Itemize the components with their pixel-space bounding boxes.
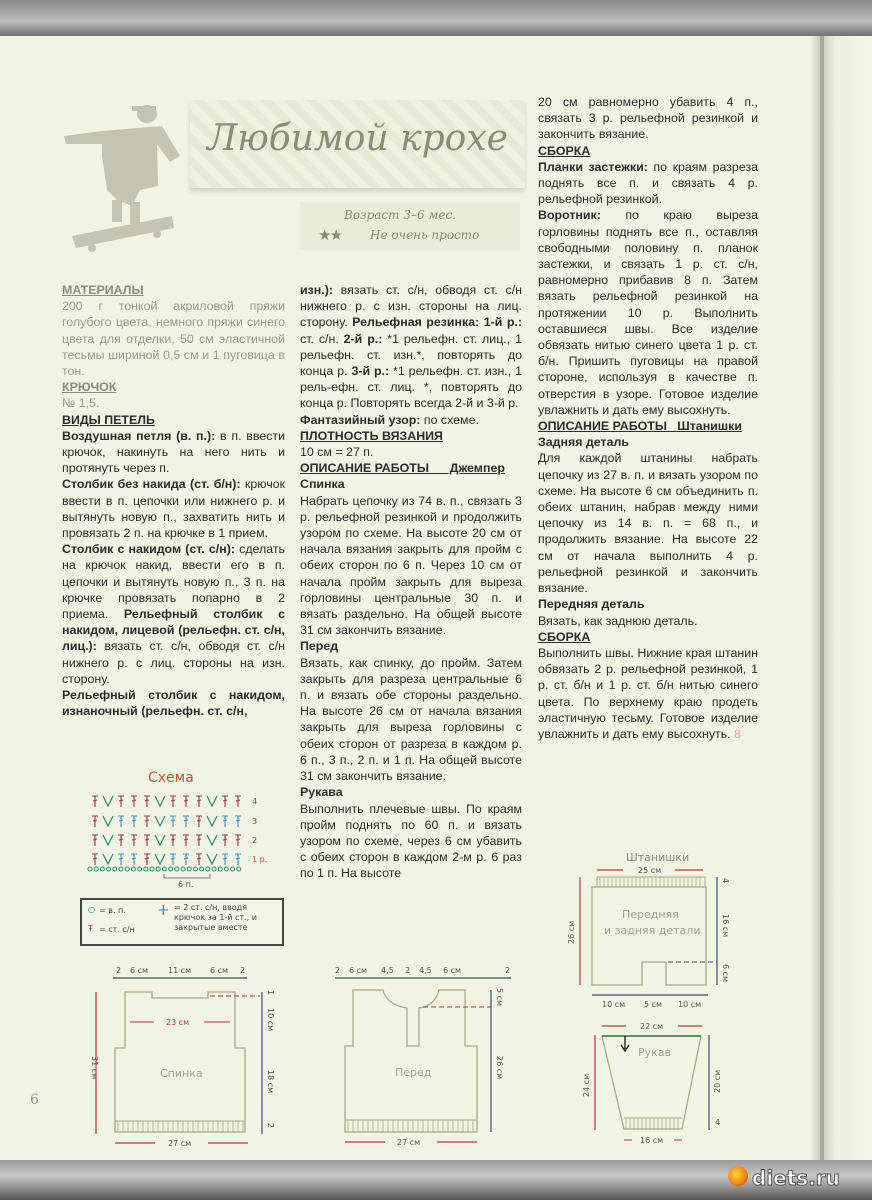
piece-label: и задняя детали <box>604 924 701 937</box>
chain-stitch <box>119 867 123 871</box>
chart-stitch-dc <box>144 796 150 807</box>
frontpart-text: Вязать, как заднюю деталь. <box>538 613 698 628</box>
chain-icon: ○ <box>88 905 95 914</box>
dim-label: 23 см <box>166 1018 190 1027</box>
dim-label: 10 см <box>678 1000 702 1009</box>
chart-stitch-cluster <box>222 816 228 827</box>
placket-text: по краям разреза поднять все п. и связать 4 р. рельефной резинкой. <box>538 159 759 207</box>
chart-stitch-dc <box>118 796 124 807</box>
legend-cluster: = 2 ст. с/н, вводя крючок за 1-й ст., и закрытые вместе <box>174 903 257 932</box>
chain-stitch <box>156 867 160 871</box>
row-label: 4 <box>252 797 258 806</box>
dim-label: 26 см <box>495 1056 504 1080</box>
hook-heading: КРЮЧОК <box>62 380 117 395</box>
title-banner <box>190 100 525 188</box>
chart-stitch-dc <box>235 835 241 846</box>
chain-stitch <box>231 867 235 871</box>
dim-label: 26 см <box>567 920 576 944</box>
dim-label: 6 см <box>130 966 149 975</box>
term-dc: Столбик с накидом (ст. с/н): <box>62 542 235 557</box>
chart-stitch-cluster <box>170 816 176 827</box>
chart-stitch-v <box>207 835 217 845</box>
piece-label: Рукав <box>638 1046 672 1059</box>
materials-heading: МАТЕРИАЛЫ <box>62 283 144 297</box>
page-number: 6 <box>30 1092 39 1108</box>
difficulty-stars-icon: ★★ <box>318 226 341 244</box>
gauge-heading: ПЛОТНОСТЬ ВЯЗАНИЯ <box>300 428 443 443</box>
chart-stitch-dc <box>170 835 176 846</box>
def-fpdc: вязать ст. с/н, обводя ст. с/н нижнего р. с лиц. стороны на изн. сторону. <box>62 639 285 686</box>
front-heading: Перед <box>300 639 339 654</box>
chain-stitch <box>94 867 98 871</box>
meta-box <box>300 202 520 250</box>
chart-stitch-dc <box>131 796 137 807</box>
piece-label: Перед <box>395 1066 432 1079</box>
next-page-edge <box>820 36 872 1160</box>
chart-stitch-v <box>155 854 165 864</box>
schema-legend <box>80 898 284 946</box>
schema-title: Схема <box>148 770 194 786</box>
dim-label: 4 <box>715 1118 721 1127</box>
dim-label: 16 см <box>721 914 730 938</box>
materials-text: 200 г тонкой акриловой пряжи голубого цвета, немного пряжи синего цвета для отделки, 50 см эластичной тесьмы шириной 0,5 см и 1 пуговица в тон. <box>62 299 285 379</box>
chain-stitch <box>100 867 104 871</box>
skater-illustration <box>62 96 192 256</box>
chart-stitch-dc <box>222 835 228 846</box>
chain-stitch <box>206 867 210 871</box>
sleeve-text: Выполнить плечевые швы. По краям пройм поднять по 60 п. и вязать узором по схеме, через 6 см убавить с обеих сторон в каждом 2-м р. 6 раз по 1 п. На высоте <box>300 801 522 881</box>
chart-stitch-v <box>103 796 113 806</box>
chart-stitch-cluster <box>118 816 124 827</box>
dim-label: 5 см <box>644 1000 663 1009</box>
dim-label: 6 см <box>210 966 229 975</box>
chain-stitch <box>187 867 191 871</box>
chain-stitch <box>125 867 129 871</box>
term-sc: Столбик без накида (ст. б/н): <box>62 477 241 492</box>
chart-stitch-dc <box>183 835 189 846</box>
chart-stitch-dc <box>92 835 98 846</box>
chain-stitch <box>237 867 241 871</box>
def-dc: сделать на крючок накид, ввести его в п. цепочки и вытянуть новую п., 3 п. на крючке провязать попарно в 2 приема. <box>62 542 286 622</box>
chart-stitch-cluster <box>131 816 137 827</box>
dim-label: 2 <box>405 966 411 975</box>
chart-stitch-cluster <box>183 854 189 865</box>
difficulty-label: Не очень просто <box>370 228 480 242</box>
chart-stitch-cluster <box>222 854 228 865</box>
row-label: 1 р. <box>252 855 268 864</box>
term-chain: Воздушная петля (в. п.): <box>62 428 216 443</box>
chart-stitch-dc <box>196 816 202 827</box>
term-placket: Планки застежки: <box>538 159 648 174</box>
chart-stitch-v <box>155 835 165 845</box>
gauge-text: 10 см = 27 п. <box>300 445 374 460</box>
chart-stitch-dc <box>92 854 98 865</box>
term-fancy: Фантазийный узор: <box>300 412 421 427</box>
chain-stitch <box>218 867 222 871</box>
chart-stitch-v <box>103 816 113 826</box>
chart-stitch-v <box>207 816 217 826</box>
backpart-text: Для каждой штанины набрать цепочку из 27 в. п. и вязать узором по схеме. На высоте 6 см объединить п. обеих штанин, набрав между ними цепочку из 14 в. п. = 68 п., и продолжить вязание. На высоте 22 см от начала выполнить 4 р. рельефной резинкой и закончить вязание. <box>538 451 758 596</box>
chain-stitch <box>131 867 135 871</box>
chart-stitch-dc <box>144 816 150 827</box>
back-text: Набрать цепочку из 74 в. п., связать 3 р. рельефной резинкой и продолжить узором по схеме. На высоте 20 см от начала вязания закрыть для пройм с обеих сторон по 6 п. Через 10 см от начала пройм закрыть для выреза горловины центральные 30 п. и вязать раздельно. На общей высоте 31 см закончить вязание. <box>300 493 522 638</box>
term-rib-row2: 2-й р.: <box>338 331 383 346</box>
dim-label: 2 <box>266 1123 275 1129</box>
column-2 <box>300 282 522 882</box>
column-3 <box>538 94 758 742</box>
chain-stitch <box>175 867 179 871</box>
apple-logo-icon <box>728 1166 748 1186</box>
stitches-heading: ВИДЫ ПЕТЕЛЬ <box>62 412 155 427</box>
repeat-label: 6 п. <box>178 880 194 889</box>
dim-label: 11 см <box>168 966 192 975</box>
legend-dc: = ст. с/н <box>99 925 135 934</box>
row-label: 3 <box>252 817 258 826</box>
dim-label: 4,5 <box>381 966 394 975</box>
front-diagram <box>325 960 525 1155</box>
front-text: Вязать, как спинку, до пройм. Затем закрыть для разреза центральные 6 п. и вязать обе стороны раздельно. На высоте 26 см от начала вязания закрыть для выреза горловины с обеих сторон от разреза в каждом р. 6 п., 3 п., 2 п. и 1 п. На общей высоте 31 см закончить вязание. <box>300 655 522 784</box>
jumper-heading: ОПИСАНИЕ РАБОТЫ Джемпер <box>300 461 505 476</box>
assembly2-heading: СБОРКА <box>538 629 591 644</box>
chain-stitch <box>181 867 185 871</box>
chain-stitch <box>113 867 117 871</box>
chart-stitch-dc <box>170 796 176 807</box>
dim-label: 24 см <box>582 1073 591 1097</box>
rib-row2: *1 рельефн. ст. лиц., 1 рельефн. ст. изн.*, повторять до конца р. <box>300 331 522 379</box>
piece-label: Передняя <box>622 908 679 921</box>
chain-stitch <box>162 867 166 871</box>
chart-stitch-dc <box>118 835 124 846</box>
dim-label: 16 см <box>640 1136 664 1145</box>
dim-label: 2 <box>116 966 122 975</box>
chart-stitch-dc <box>92 796 98 807</box>
chart-stitch-dc <box>196 835 202 846</box>
def-fancy: по схеме. <box>420 412 479 427</box>
dim-label: 27 см <box>397 1138 421 1147</box>
sleeve-diagram <box>560 1005 750 1155</box>
dim-label: 27 см <box>168 1139 192 1148</box>
watermark-logo[interactable]: diets.ru <box>752 1166 840 1190</box>
def-chain: в п. ввести крючок, накинуть на него нить и протянуть через п. <box>62 428 285 476</box>
dim-label: 31 см <box>90 1056 99 1080</box>
dim-label: 2 <box>335 966 341 975</box>
hook-text: № 1,5. <box>62 396 100 411</box>
row-label: 2 <box>252 836 258 845</box>
chain-stitch <box>138 867 142 871</box>
assembly-heading: СБОРКА <box>538 143 591 158</box>
chart-stitch-v <box>103 854 113 864</box>
chain-stitch <box>169 867 173 871</box>
assembly2-text: Выполнить швы. Нижние края штанин обвязать 2 р. рельефной резинкой, 1 р. ст. б/н и 1 р. ст. б/н нитью синего цвета. По верхнему краю продеть эластичную тесьму. Готовое изделие увлажнить и дать ему высохнуть. <box>538 645 758 741</box>
dim-label: 22 см <box>640 1022 664 1031</box>
scanner-top-edge <box>0 0 872 36</box>
dim-label: 2 <box>240 966 246 975</box>
chart-stitch-dc <box>196 854 202 865</box>
dim-label: 25 см <box>638 866 662 875</box>
dim-label: 18 см <box>266 1070 275 1094</box>
chart-stitch-dc <box>144 835 150 846</box>
pants-diagram <box>560 840 750 1010</box>
dim-label: 5 см <box>495 988 504 1007</box>
age-label: Возраст 3–6 мес. <box>344 208 457 222</box>
dim-label: 4,5 <box>419 966 432 975</box>
dim-label: 20 см <box>713 1069 722 1093</box>
term-rib-row3: 3-й р.: <box>347 364 390 379</box>
dc-icon: Ŧ <box>88 924 93 933</box>
back-heading: Спинка <box>300 477 345 492</box>
dim-label: 10 см <box>266 1008 275 1032</box>
pants-heading: ОПИСАНИЕ РАБОТЫ Штанишки <box>538 419 742 434</box>
chart-stitch-cluster <box>170 854 176 865</box>
chart-stitch-v <box>103 835 113 845</box>
chart-stitch-dc <box>92 816 98 827</box>
term-rib: Рельефная резинка: 1-й р.: <box>347 315 522 330</box>
dim-label: 2 <box>505 966 511 975</box>
def-sc: крючок ввести в п. цепочки или нижнего р. и вытянуть новую п., захватить нить и провязать 2 п. на крючке в 1 прием. <box>62 477 285 541</box>
dim-label: 6 см <box>443 966 462 975</box>
chain-stitch <box>200 867 204 871</box>
column-1 <box>62 282 285 719</box>
frontpart-heading: Передняя деталь <box>538 597 645 612</box>
chart-stitch-cluster <box>131 854 137 865</box>
piece-label: Спинка <box>160 1067 203 1080</box>
chart-stitch-dc <box>131 835 137 846</box>
chain-stitch <box>88 867 92 871</box>
chain-stitch <box>150 867 154 871</box>
def-bpdc: вязать ст. с/н, обводя ст. с/н нижнего р. с изн. стороны на лиц. сторону. <box>300 283 522 330</box>
chart-stitch-v <box>155 816 165 826</box>
chain-stitch <box>224 867 228 871</box>
chain-stitch <box>212 867 216 871</box>
chart-stitch-dc <box>235 796 241 807</box>
pants-title: Штанишки <box>626 851 690 864</box>
collar-text: по краю выреза горловины поднять все п., оставляя свободными половину п. планок застежки, и связать 1 р. ст. с/н, равномерно прибавив 8 п. Затем вязать рельефной резинкой на протяжении 10 р. Выполнить оставшиеся швы. Все изделие обвязать нитью синего цвета 1 р. ст. б/н. Пришить пуговицы на правой стороне, используя в качестве п. отверстия в узоре. Готовое изделие увлажнить и дать ему высохнуть. <box>538 208 758 417</box>
chart-stitch-v <box>207 854 217 864</box>
term-collar: Воротник: <box>538 208 601 223</box>
chain-stitch <box>144 867 148 871</box>
rib-row1: ст. с/н. <box>300 331 339 346</box>
dim-label: 6 см <box>721 964 730 983</box>
chart-stitch-v <box>207 796 217 806</box>
crochet-chart <box>86 790 286 890</box>
chart-stitch-cluster <box>183 816 189 827</box>
dim-label: 4 <box>721 878 730 884</box>
legend-chain: = в. п. <box>99 906 126 915</box>
chart-stitch-dc <box>196 796 202 807</box>
chart-stitch-dc <box>144 854 150 865</box>
term-bpdc: Рельефный столбик с накидом, изнаночный (рельефн. ст. с/н, <box>62 688 285 719</box>
chart-stitch-dc <box>222 796 228 807</box>
sleeve-heading: Рукава <box>300 785 343 800</box>
rib-row3: *1 рельефн. ст. изн., 1 рель-ефн. ст. лиц. *, повторять до конца р. Повторять всегда 2-й и 3-й р. <box>300 364 522 411</box>
chart-stitch-cluster <box>235 816 241 827</box>
cluster-icon: ⵜ <box>158 903 169 919</box>
dim-label: 6 см <box>349 966 368 975</box>
chain-stitch <box>193 867 197 871</box>
end-mark: 8 <box>734 726 741 741</box>
arrow-down-icon <box>621 1036 629 1051</box>
chain-stitch <box>107 867 111 871</box>
chart-stitch-dc <box>183 796 189 807</box>
term-bpdc-cont: изн.): <box>300 283 333 297</box>
page-fold-shadow <box>810 36 824 1160</box>
chart-stitch-v <box>155 796 165 806</box>
sleeve-cont-text: 20 см равномерно убавить 4 п., связать 3 р. рельефной резинкой и закончить вязание. <box>538 95 758 142</box>
term-fpdc: Рельефный столбик с накидом, лицевой (рельефн. ст. с/н, лиц.): <box>62 607 285 654</box>
page-title: Любимой крохе <box>207 118 508 159</box>
back-diagram <box>80 960 295 1155</box>
chart-stitch-cluster <box>118 854 124 865</box>
chart-stitch-cluster <box>235 854 241 865</box>
dim-label: 10 см <box>602 1000 626 1009</box>
dim-label: 1 <box>266 990 275 996</box>
backpart-heading: Задняя деталь <box>538 435 629 450</box>
